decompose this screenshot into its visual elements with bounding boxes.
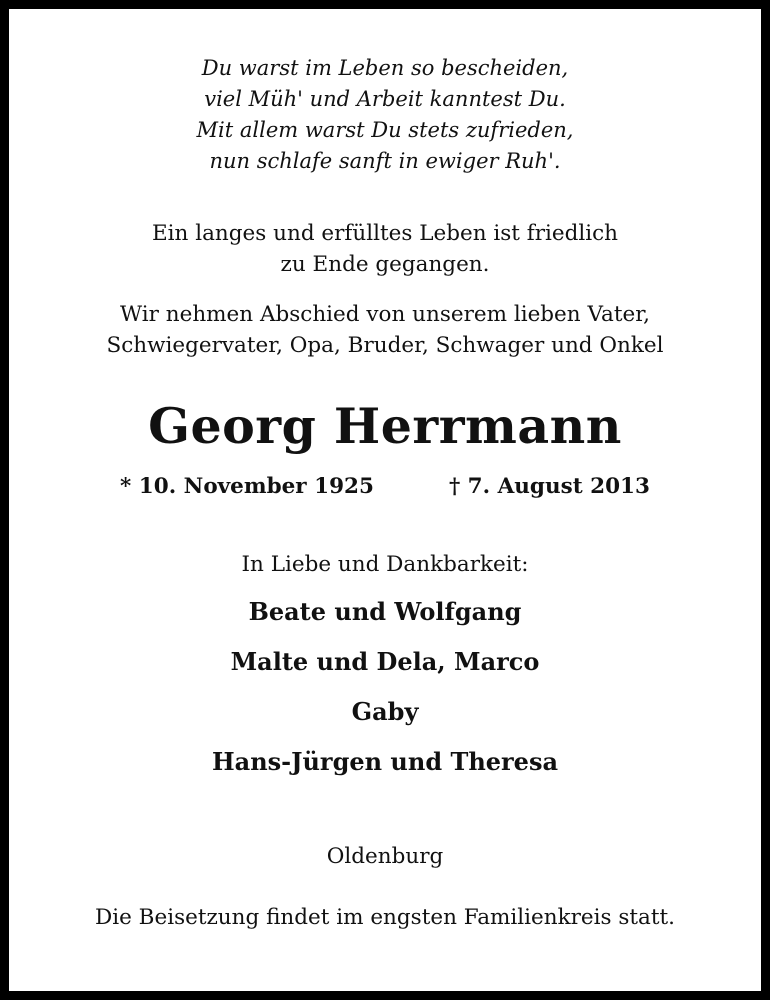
- place: Oldenburg: [326, 844, 444, 869]
- farewell-line: Wir nehmen Abschied von unserem lieben Vater,: [120, 302, 650, 327]
- intro-line: Ein langes und erfülltes Leben ist friedlich: [151, 221, 619, 246]
- mourner: Hans-Jürgen und Theresa: [211, 747, 559, 776]
- death-date: † 7. August 2013: [448, 474, 650, 499]
- mourner: Beate und Wolfgang: [248, 597, 522, 626]
- poem-line: viel Müh' und Arbeit kanntest Du.: [204, 87, 566, 111]
- funeral-note: Die Beisetzung findet im engsten Familienkreis statt.: [95, 905, 675, 930]
- mourner: Malte und Dela, Marco: [230, 647, 540, 676]
- deceased-name: Georg Herrmann: [148, 397, 622, 455]
- dates: [9, 474, 761, 499]
- intro-line: zu Ende gegangen.: [280, 252, 490, 277]
- poem-line: nun schlafe sanft in ewiger Ruh'.: [209, 149, 561, 173]
- birth-date: * 10. November 1925: [120, 474, 374, 499]
- poem-line: Du warst im Leben so bescheiden,: [201, 56, 569, 80]
- mourners-intro: In Liebe und Dankbarkeit:: [241, 552, 529, 577]
- mourner: Gaby: [351, 697, 419, 726]
- farewell-line: Schwiegervater, Opa, Bruder, Schwager und Onkel: [106, 333, 664, 358]
- poem-line: Mit allem warst Du stets zufrieden,: [196, 118, 574, 142]
